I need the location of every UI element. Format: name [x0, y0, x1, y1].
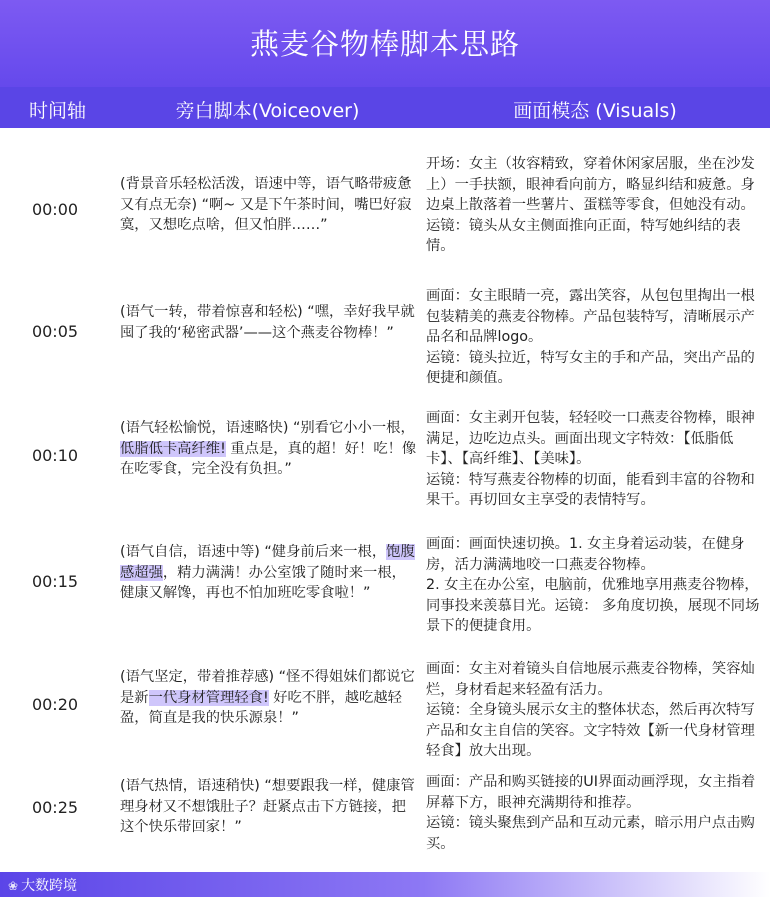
time-cell: 00:20: [31, 695, 79, 714]
voiceover-text: (语气轻松愉悦，语速略快) “别看它小小一根，: [120, 420, 415, 436]
voiceover-text: 重点是，真的超！好！吃！像在吃零食，完全没有负担。”: [120, 440, 417, 477]
time-cell: 00:05: [31, 322, 79, 341]
voiceover-cell: [120, 776, 418, 838]
voiceover-highlight: 低脂低卡高纤维!: [120, 440, 226, 457]
voiceover-text: 好吃不胖，越吃越轻盈，简直是我的快乐源泉！”: [120, 689, 402, 726]
voiceover-highlight: 饱腹感超强: [120, 544, 415, 581]
column-header-time: 时间轴: [28, 100, 86, 122]
voiceover-text: (语气一转，带着惊喜和轻松) “嘿，幸好我早就囤了我的‘秘密武器’——这个燕麦谷物棒！”: [120, 304, 415, 341]
visuals-cell: 画面：画面快速切换。1. 女主身着运动装，在健身房，活力满满地咬一口燕麦谷物棒。 2. 女主在办公室，电脑前，优雅地享用燕麦谷物棒，同事投来羡慕目光。运镜： 多角度切换，展现不同场景下的便捷食用。: [426, 536, 760, 634]
voiceover-text: (语气热情，语速稍快) “想要跟我一样，健康管理身材又不想饿肚子？赶紧点击下方链接，把这个快乐带回家！”: [120, 778, 415, 835]
voiceover-highlight: 一代身材管理轻食!: [148, 689, 269, 706]
visuals-cell: 画面：产品和购买链接的UI界面动画浮现，女主指着屏幕下方，眼神充满期待和推荐。 运镜：镜头聚焦到产品和互动元素，暗示用户点击购买。: [426, 774, 756, 852]
visuals-cell: 画面：女主剥开包装，轻轻咬一口燕麦谷物棒，眼神满足，边吃边点头。画面出现文字特效：【低脂低卡】、【高纤维】、【美味】。 运镜：特写燕麦谷物棒的切面，能看到丰富的谷物和果干。再切回女主享受的表情特写。: [426, 410, 755, 508]
footer-brand: 大数跨境: [21, 878, 78, 894]
visuals-cell: 开场：女主（妆容精致，穿着休闲家居服，坐在沙发上）一手扶额，眼神看向前方，略显纠结和疲惫。身边桌上散落着一些薯片、蛋糕等零食，但她没有动。 运镜：镜头从女主侧面推向正面，特写她纠结的表情。: [426, 156, 755, 254]
voiceover-cell: [120, 418, 418, 480]
footer-logo: [8, 875, 77, 895]
column-header-voiceover: 旁白脚本(Voiceover): [175, 100, 360, 122]
voiceover-text: ，精力满满！办公室饿了随时来一根，健康又解馋，再也不怕加班吃零食啦！”: [120, 564, 406, 601]
voiceover-cell: [120, 302, 418, 343]
voiceover-text: (背景音乐轻松活泼，语速中等，语气略带疲惫又有点无奈) “啊~ 又是下午茶时间，嘴巴好寂寞，又想吃点啥，但又怕胖……”: [120, 176, 412, 233]
time-cell: 00:10: [31, 446, 79, 465]
time-cell: 00:00: [31, 200, 79, 219]
visuals-cell: 画面：女主对着镜头自信地展示燕麦谷物棒，笑容灿烂，身材看起来轻盈有活力。 运镜：全身镜头展示女主的整体状态，然后再次特写产品和女主自信的笑容。文字特效【新一代身材管理轻食】放大出现。: [426, 661, 755, 759]
visuals-cell: 画面：女主眼睛一亮，露出笑容，从包包里掏出一根包装精美的燕麦谷物棒。产品包装特写，清晰展示产品名和品牌logo。 运镜：镜头拉近，特写女主的手和产品，突出产品的便捷和颜值。: [426, 288, 755, 386]
page-title: 燕麦谷物棒脚本思路: [249, 27, 520, 61]
column-header-bar: [0, 87, 770, 128]
title-banner: [0, 0, 770, 87]
voiceover-text: (语气自信，语速中等) “健身前后来一根，: [120, 544, 387, 560]
voiceover-text: (语气坚定，带着推荐感) “怪不得姐妹们都说它是新: [120, 669, 415, 706]
voiceover-cell: [120, 542, 418, 604]
voiceover-cell: [120, 667, 418, 729]
logo-icon: ❀: [8, 879, 19, 893]
time-cell: 00:15: [31, 572, 79, 591]
time-cell: 00:25: [31, 798, 79, 817]
voiceover-cell: [120, 174, 418, 236]
footer-bar: [0, 872, 770, 897]
column-header-visuals: 画面模态 (Visuals): [513, 100, 677, 122]
